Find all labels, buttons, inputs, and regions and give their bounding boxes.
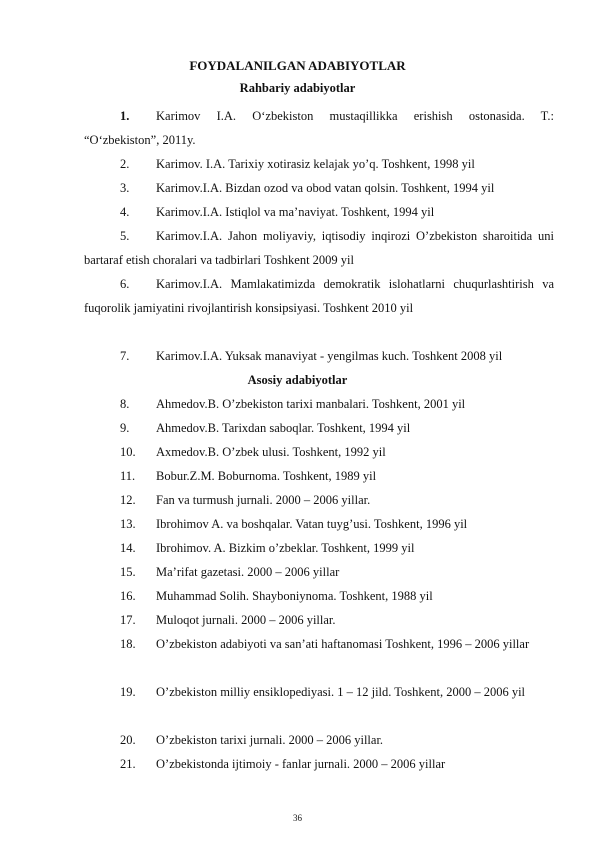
item-text: Fan va turmush jurnali. 2000 – 2006 yillar. <box>156 493 371 507</box>
list-item <box>84 152 554 176</box>
item-number: 12. <box>120 493 136 507</box>
item-number: 11. <box>120 469 136 483</box>
item-number: 18. <box>120 637 136 651</box>
list-item <box>84 512 554 536</box>
item-number: 10. <box>120 445 136 459</box>
list-item <box>84 752 554 776</box>
item-number: 5. <box>120 229 130 243</box>
item-number: 19. <box>120 685 136 699</box>
list-item <box>84 536 554 560</box>
section-heading-rahbariy: Rahbariy adabiyotlar <box>239 81 356 95</box>
item-text: Bobur.Z.M. Boburnoma. Toshkent, 1989 yil <box>156 469 377 483</box>
list-item <box>84 416 554 440</box>
item-text: Karimov. I.A. Tarixiy xotirasiz kelajak yo’q. Toshkent, 1998 yil <box>156 157 475 171</box>
list-item <box>84 584 554 608</box>
section-heading-asosiy: Asosiy adabiyotlar <box>247 373 348 387</box>
item-text: Muhammad Solih. Shayboniynoma. Toshkent, 1988 yil <box>156 589 433 603</box>
list-item <box>84 680 554 704</box>
item-number: 21. <box>120 757 136 771</box>
item-number: 4. <box>120 205 130 219</box>
item-number: 9. <box>120 421 130 435</box>
item-text: Ahmedov.B. Tarixdan saboqlar. Toshkent, 1994 yil <box>156 421 411 435</box>
item-text: Karimov I.A. O‘zbekiston mustaqillikka erishish ostonasida. T.: “O‘zbekiston”, 2011y. <box>84 109 554 147</box>
list-item <box>84 176 554 200</box>
item-text: Ibrohimov A. va boshqalar. Vatan tuyg’usi. Toshkent, 1996 yil <box>156 517 468 531</box>
item-number: 3. <box>120 181 130 195</box>
item-text: Karimov.I.A. Istiqlol va ma’naviyat. Toshkent, 1994 yil <box>156 205 435 219</box>
item-number: 6. <box>120 277 130 291</box>
item-text: Ibrohimov. A. Bizkim o’zbeklar. Toshkent, 1999 yil <box>156 541 415 555</box>
list-item <box>84 464 554 488</box>
list-item <box>84 344 554 368</box>
item-number: 14. <box>120 541 136 555</box>
page-number: 36 <box>293 813 302 823</box>
item-number: 17. <box>120 613 136 627</box>
item-text: Ma’rifat gazetasi. 2000 – 2006 yillar <box>156 565 340 579</box>
item-text: Karimov.I.A. Bizdan ozod va obod vatan qolsin. Toshkent, 1994 yil <box>156 181 495 195</box>
list-item <box>84 560 554 584</box>
page-title: FOYDALANILGAN ADABIYOTLAR <box>189 58 406 73</box>
item-text: O’zbekistonda ijtimoiy - fanlar jurnali. 2000 – 2006 yillar <box>156 757 446 771</box>
item-number: 7. <box>120 349 130 363</box>
item-number: 15. <box>120 565 136 579</box>
item-text: O’zbekiston milliy ensiklopediyasi. 1 – 12 jild. Toshkent, 2000 – 2006 yil <box>156 685 526 699</box>
item-number: 1. <box>120 109 130 123</box>
list-item <box>84 440 554 464</box>
item-text: Karimov.I.A. Jahon moliyaviy, iqtisodiy inqirozi O’zbekiston sharoitida uni bartaraf etish choralari va tadbirlari Toshkent 2009 yil <box>84 229 554 267</box>
item-text: Axmedov.B. O’zbek ulusi. Toshkent, 1992 yil <box>156 445 386 459</box>
item-text: Karimov.I.A. Mamlakatimizda demokratik islohatlarni chuqurlashtirish va fuqorolik jamiyatini rivojlantirish konsipsiyasi. Toshkent 2010 yil <box>84 277 554 315</box>
list-item <box>84 392 554 416</box>
list-item <box>84 104 554 152</box>
item-number: 20. <box>120 733 136 747</box>
item-number: 8. <box>120 397 130 411</box>
item-number: 13. <box>120 517 136 531</box>
item-text: Karimov.I.A. Yuksak manaviyat - yengilmas kuch. Toshkent 2008 yil <box>156 349 503 363</box>
list-item <box>84 224 554 272</box>
list-item <box>84 488 554 512</box>
item-text: O’zbekiston tarixi jurnali. 2000 – 2006 yillar. <box>156 733 384 747</box>
item-number: 16. <box>120 589 136 603</box>
list-item <box>84 632 554 656</box>
list-item <box>84 728 554 752</box>
list-item <box>84 272 554 320</box>
list-item <box>84 608 554 632</box>
item-text: Muloqot jurnali. 2000 – 2006 yillar. <box>156 613 336 627</box>
list-item <box>84 200 554 224</box>
item-number: 2. <box>120 157 130 171</box>
item-text: O’zbekiston adabiyoti va san’ati haftanomasi Toshkent, 1996 – 2006 yillar <box>156 637 530 651</box>
item-text: Ahmedov.B. O’zbekiston tarixi manbalari. Toshkent, 2001 yil <box>156 397 466 411</box>
